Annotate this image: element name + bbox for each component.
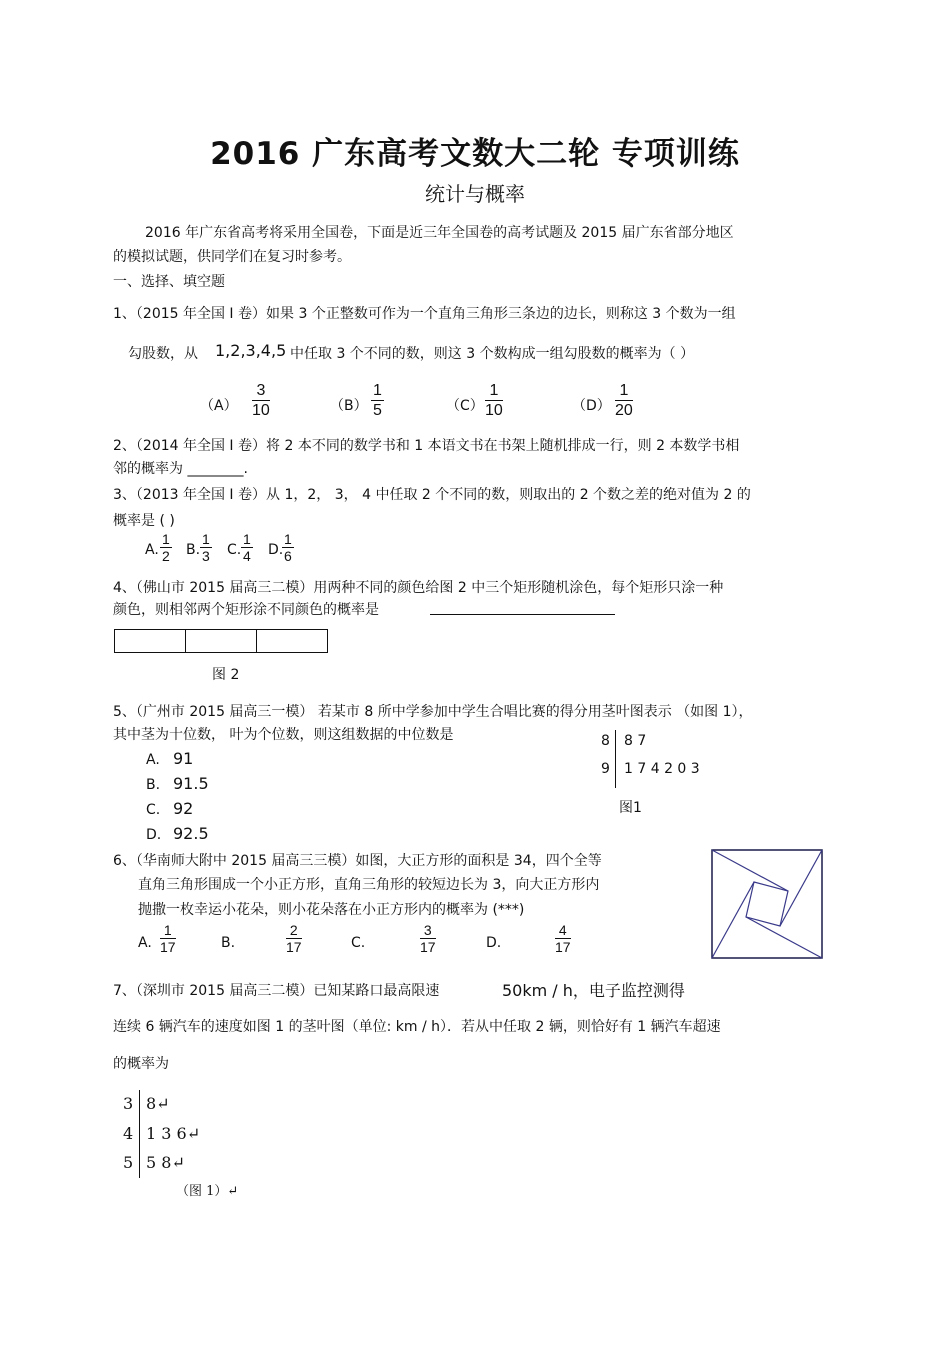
- intro-line-2: 的模拟试题，供同学们在复习时参考。: [113, 249, 351, 265]
- q3-option-a-label: A.: [145, 542, 159, 558]
- q3-option-b-fraction: $\frac{1}{3}$: [202, 531, 210, 565]
- q1-option-b-fraction: $\frac{1}{5}$: [373, 382, 382, 420]
- q4-line-1: 4、（佛山市 2015 届高三二模）用两种不同的颜色给图 2 中三个矩形随机涂色，每个矩形只涂一种: [113, 580, 724, 596]
- q1-option-c-fraction: $\frac{1}{10}$: [485, 382, 503, 420]
- q6-option-c-fraction: $\frac{3}{17}$: [420, 922, 436, 956]
- q1-number-set: 1,2,3,4,5: [215, 341, 287, 360]
- q6-triangle-edge-1: [712, 850, 788, 891]
- q6-option-d-label: D.: [486, 935, 502, 951]
- q1-option-d-label: （D）: [572, 398, 611, 414]
- q5-option-b-label: B.: [146, 777, 161, 793]
- q5-leaves-1: 8 7: [624, 733, 647, 749]
- q1-option-a-label: （A）: [200, 398, 238, 414]
- q6-option-b-fraction: $\frac{2}{17}$: [286, 922, 302, 956]
- q1-option-c-label: （C）: [446, 398, 484, 414]
- q3-option-c-label: C.: [227, 542, 242, 558]
- q7-stem-2: 4: [123, 1124, 134, 1143]
- q7-leaves-1: 8↵: [146, 1094, 170, 1113]
- q4-line-2: 颜色，则相邻两个矩形涂不同颜色的概率是: [113, 602, 379, 618]
- page-subtitle: 统计与概率: [425, 182, 525, 206]
- q6-option-d-fraction: $\frac{4}{17}$: [555, 922, 571, 956]
- q3-option-d-fraction: $\frac{1}{6}$: [284, 531, 292, 565]
- q1-line-2c: 中任取 3 个不同的数，则这 3 个数构成一组勾股数的概率为（ ）: [290, 346, 695, 362]
- q1-option-b-label: （B）: [330, 398, 368, 414]
- q6-pinwheel-figure: [711, 849, 823, 959]
- q7-stem-leaf-divider: [139, 1090, 140, 1178]
- q7-line-2: 连续 6 辆汽车的速度如图 1 的茎叶图（单位: km / h）．若从中任取 2 辆，则恰好有 1 辆汽车超速: [113, 1019, 721, 1035]
- q7-stem-1: 3: [123, 1094, 134, 1113]
- q5-figure-caption: 图1: [619, 800, 642, 816]
- q5-line-1: 5、（广州市 2015 届高三一模） 若某市 8 所中学参加中学生合唱比赛的得分用茎叶图表示 （如图 1），: [113, 704, 753, 720]
- q3-line-2: 概率是 ( ): [113, 513, 175, 529]
- q6-triangle-edge-4: [712, 882, 754, 958]
- q7-stem-3: 5: [123, 1153, 134, 1172]
- q5-option-a-value: 91: [173, 749, 194, 768]
- section-heading: 一、选择、填空题: [113, 274, 225, 290]
- q3-line-1: 3、（2013 年全国 I 卷）从 1，2， 3， 4 中任取 2 个不同的数，则取出的 2 个数之差的绝对值为 2 的: [113, 487, 751, 503]
- q1-option-a-fraction: $\frac{3}{10}$: [252, 382, 270, 420]
- q5-stem-1: 8: [601, 733, 610, 749]
- q7-figure-caption: （图 1）↵: [176, 1184, 239, 1199]
- q7-leaves-2: 1 3 6↵: [146, 1124, 201, 1143]
- q5-leaves-2: 1 7 4 2 0 3: [624, 761, 700, 777]
- q1-line-1: 1、（2015 年全国 I 卷）如果 3 个正整数可作为一个直角三角形三条边的边长，则称这 3 个数为一组: [113, 306, 736, 322]
- q6-option-b-label: B.: [221, 935, 236, 951]
- q6-triangle-edge-2: [780, 850, 822, 926]
- q6-triangle-edge-3: [746, 917, 822, 958]
- q3-option-d-label: D.: [268, 542, 284, 558]
- q6-large-square: [712, 850, 822, 958]
- q1-line-2a: 勾股数，从: [128, 346, 198, 362]
- q7-line-1: 7、（深圳市 2015 届高三二模）已知某路口最高限速: [113, 983, 440, 999]
- q6-small-square: [746, 882, 788, 926]
- q6-option-a-label: A.: [138, 935, 152, 951]
- q7-line-1b: 50km / h，电子监控测得: [502, 981, 685, 1000]
- q5-line-2: 其中茎为十位数， 叶为个位数，则这组数据的中位数是: [113, 727, 454, 743]
- q4-figure-caption: 图 2: [212, 667, 240, 683]
- q4-rectangle-2: [185, 629, 257, 653]
- q7-line-3: 的概率为: [113, 1056, 169, 1072]
- q2-line-1: 2、（2014 年全国 I 卷）将 2 本不同的数学书和 1 本语文书在书架上随机排成一行，则 2 本数学书相: [113, 438, 740, 454]
- q5-option-d-value: 92.5: [173, 824, 209, 843]
- q5-option-c-value: 92: [173, 799, 194, 818]
- intro-line-1: 2016 年广东省高考将采用全国卷，下面是近三年全国卷的高考试题及 2015 届广东省部分地区: [145, 225, 734, 241]
- q6-line-2: 直角三角形围成一个小正方形，直角三角形的较短边长为 3，向大正方形内: [138, 877, 600, 893]
- q6-line-1: 6、（华南师大附中 2015 届高三三模）如图，大正方形的面积是 34，四个全等: [113, 853, 602, 869]
- q3-option-c-fraction: $\frac{1}{4}$: [243, 531, 251, 565]
- q4-answer-blank: [430, 614, 615, 615]
- q6-line-3: 抛撒一枚幸运小花朵，则小花朵落在小正方形内的概率为 (***): [138, 902, 525, 918]
- q6-option-c-label: C.: [351, 935, 366, 951]
- q7-leaves-3: 5 8↵: [146, 1153, 185, 1172]
- page-title: 2016 广东高考文数大二轮 专项训练: [210, 136, 740, 172]
- q2-line-2: 邻的概率为 ________.: [113, 461, 248, 477]
- q5-option-a-label: A.: [146, 752, 160, 768]
- q1-option-d-fraction: $\frac{1}{20}$: [615, 382, 633, 420]
- q6-option-a-fraction: $\frac{1}{17}$: [160, 922, 176, 956]
- q4-rectangle-1: [114, 629, 186, 653]
- q5-stem-2: 9: [601, 761, 610, 777]
- q5-option-c-label: C.: [146, 802, 161, 818]
- q5-option-d-label: D.: [146, 827, 162, 843]
- q3-option-a-fraction: $\frac{1}{2}$: [162, 531, 170, 565]
- q4-rectangle-3: [256, 629, 328, 653]
- q5-stem-leaf-divider: [615, 730, 616, 788]
- q3-option-b-label: B.: [186, 542, 201, 558]
- q5-option-b-value: 91.5: [173, 774, 209, 793]
